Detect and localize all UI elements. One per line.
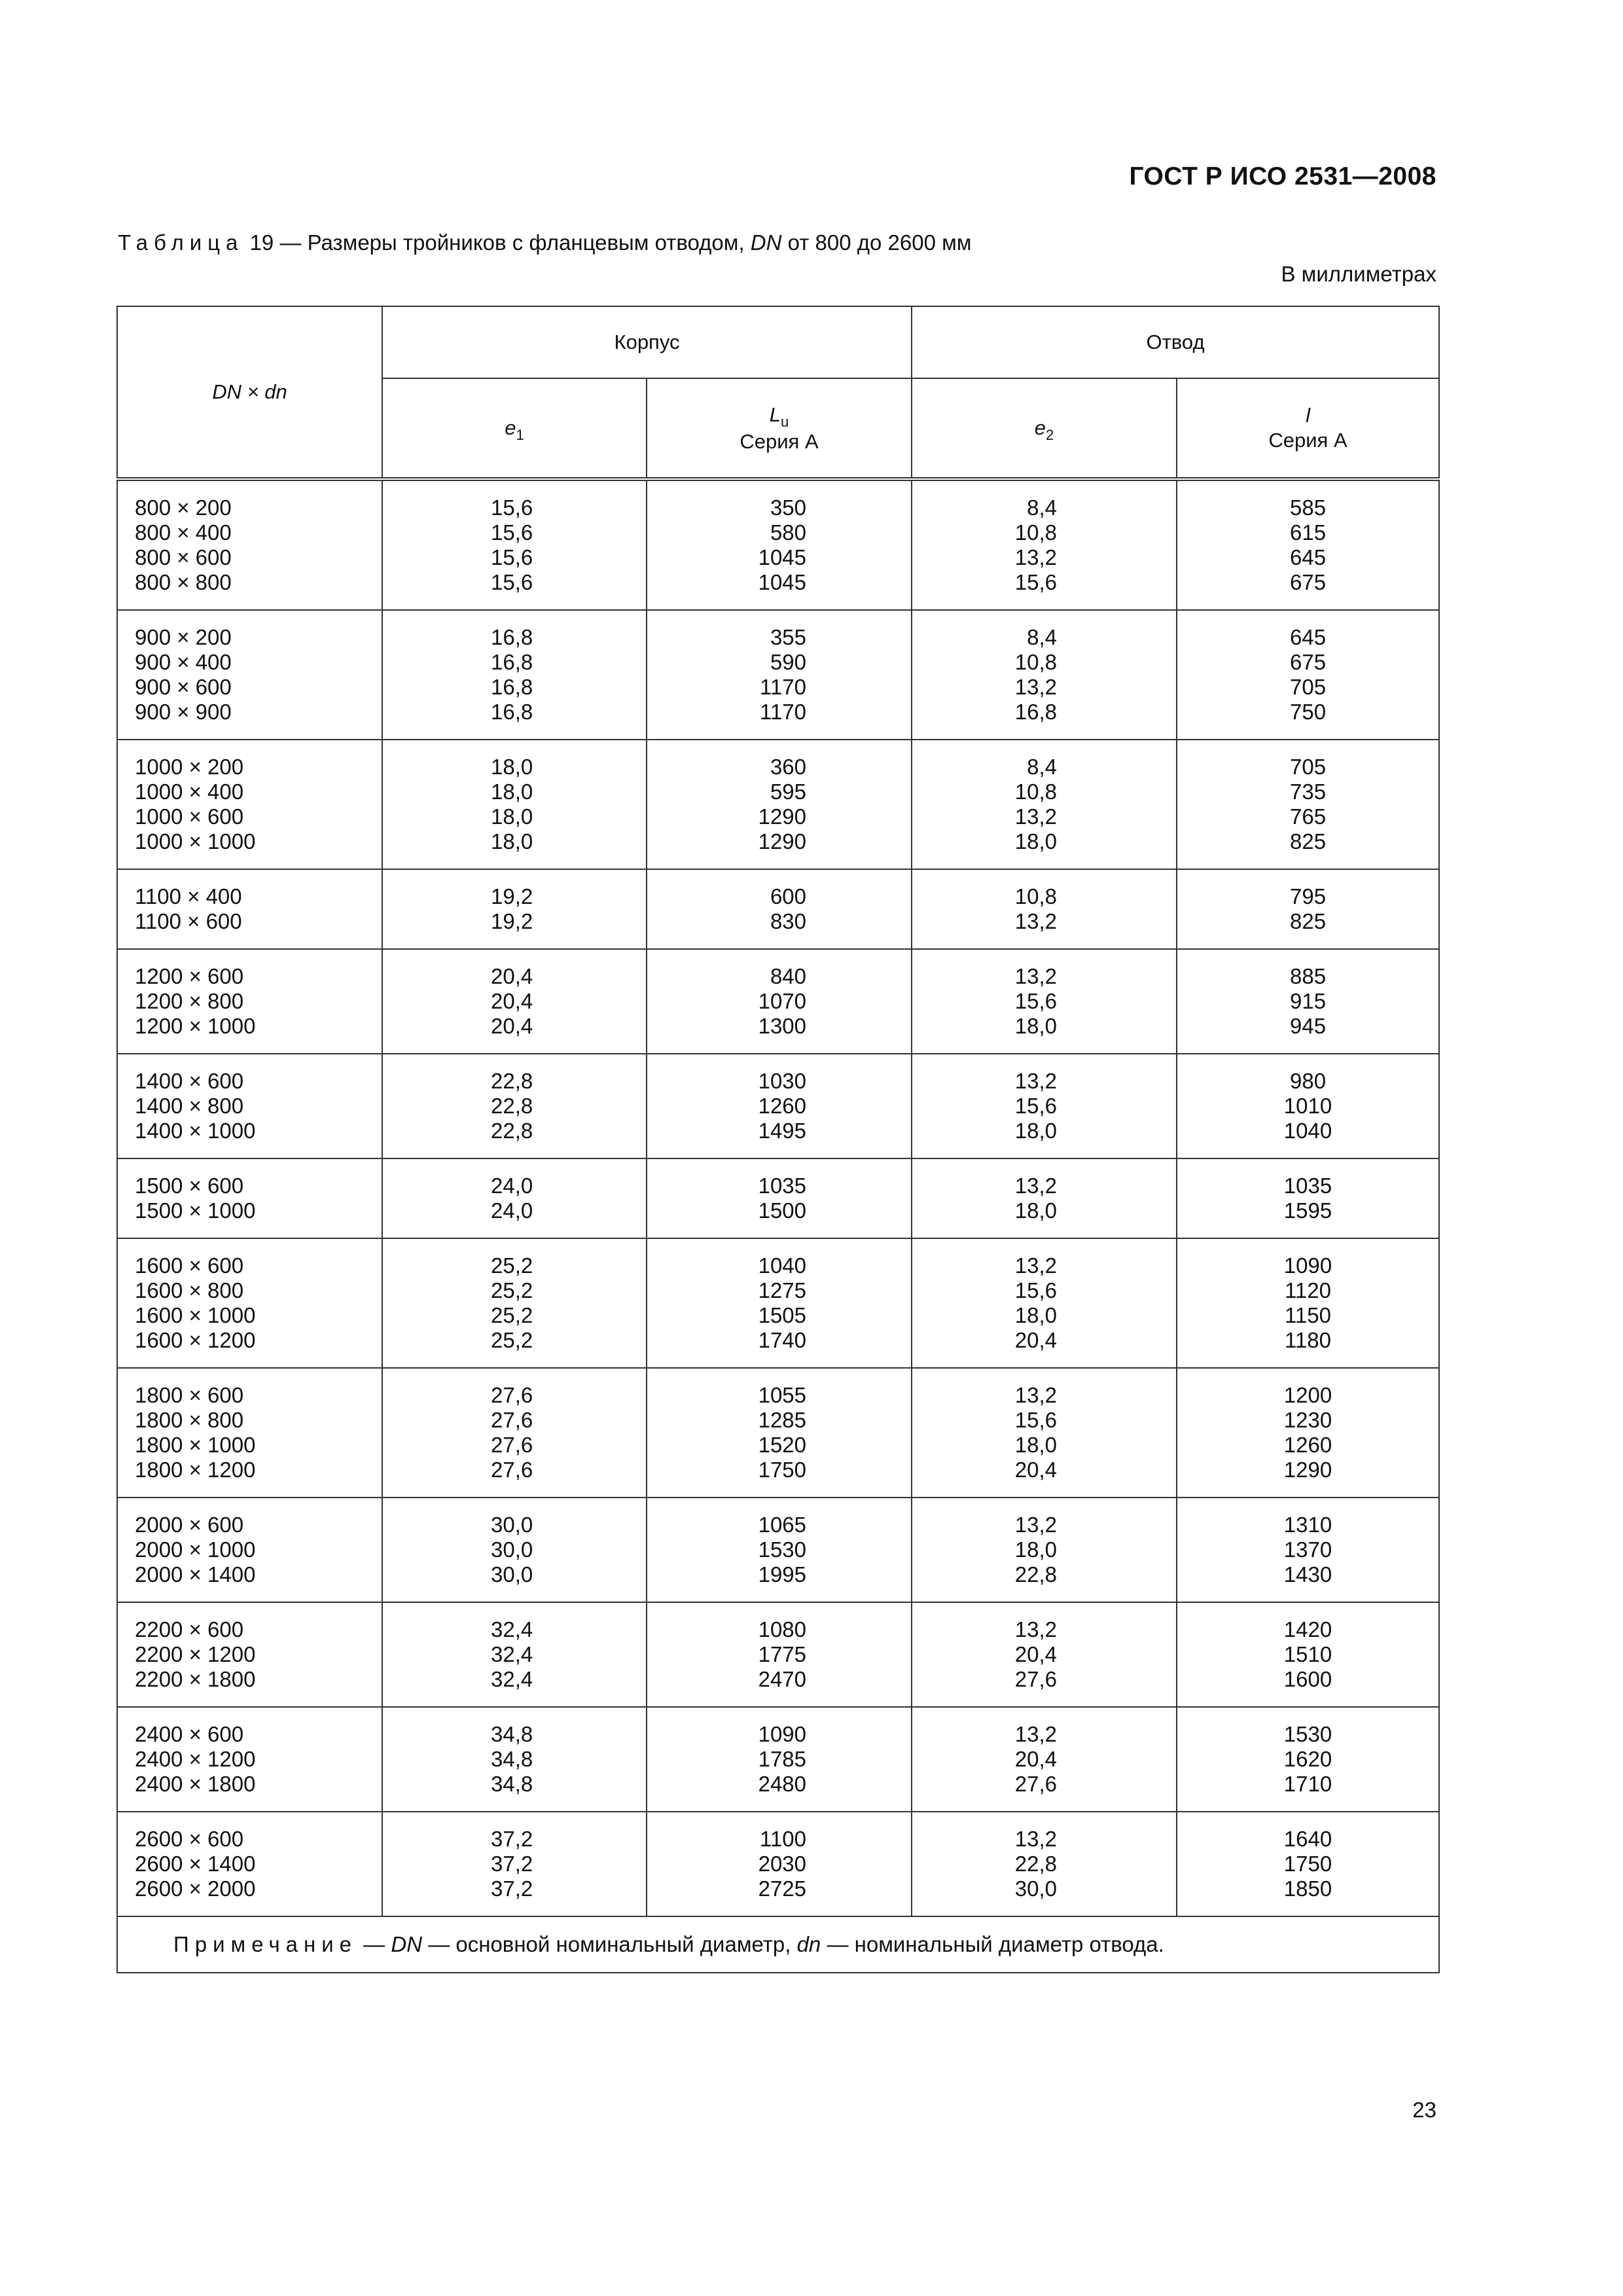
cell-l: 705: [1177, 740, 1439, 780]
table-row: [117, 1158, 1439, 1198]
cell-l: 1595: [1177, 1198, 1439, 1238]
cell-dn: 2000 × 1000: [117, 1537, 382, 1562]
table-caption: [118, 230, 972, 255]
cell-e2: 13,2: [912, 804, 1177, 829]
cell-l: 1530: [1177, 1707, 1439, 1747]
col-header-lu: $L_u$ Серия А: [647, 378, 912, 479]
cell-e2: 15,6: [912, 1094, 1177, 1119]
cell-dn: 2200 × 1800: [117, 1667, 382, 1707]
cell-l: 615: [1177, 520, 1439, 545]
table-row-group: [117, 1707, 1439, 1812]
cell-l: 645: [1177, 610, 1439, 650]
cell-e2: 15,6: [912, 570, 1177, 610]
cell-l: 1180: [1177, 1328, 1439, 1368]
cell-e2: 18,0: [912, 1198, 1177, 1238]
cell-l: 1750: [1177, 1852, 1439, 1876]
cell-lu: 840: [647, 949, 912, 989]
cell-lu: 1260: [647, 1094, 912, 1119]
cell-e1: 19,2: [382, 869, 647, 909]
table-row: [117, 804, 1439, 829]
cell-lu: 1750: [647, 1458, 912, 1498]
cell-e1: 32,4: [382, 1602, 647, 1642]
cell-e2: 15,6: [912, 1408, 1177, 1433]
table-row-group: [117, 1238, 1439, 1368]
cell-e1: 20,4: [382, 989, 647, 1014]
table-row: [117, 1707, 1439, 1747]
cell-lu: 595: [647, 780, 912, 804]
table-row: [117, 520, 1439, 545]
table-row: [117, 989, 1439, 1014]
cell-e1: 27,6: [382, 1408, 647, 1433]
table-row: [117, 479, 1439, 520]
cell-lu: 1530: [647, 1537, 912, 1562]
cell-e2: 8,4: [912, 479, 1177, 520]
table-row: [117, 650, 1439, 675]
table-note: Примечание — DN — основной номинальный диаметр, dn — номинальный диаметр отвода.: [117, 1916, 1439, 1973]
cell-l: 1150: [1177, 1303, 1439, 1328]
cell-l: 765: [1177, 804, 1439, 829]
cell-dn: 900 × 600: [117, 675, 382, 700]
cell-lu: 1065: [647, 1498, 912, 1537]
table-row: [117, 700, 1439, 740]
cell-dn: 1000 × 400: [117, 780, 382, 804]
cell-dn: 2000 × 600: [117, 1498, 382, 1537]
cell-lu: 1045: [647, 570, 912, 610]
cell-l: 1010: [1177, 1094, 1439, 1119]
table-row-group: [117, 1812, 1439, 1916]
cell-e1: 34,8: [382, 1772, 647, 1812]
col-header-l: l Серия А: [1177, 378, 1439, 479]
cell-e2: 27,6: [912, 1772, 1177, 1812]
cell-e1: 25,2: [382, 1303, 647, 1328]
cell-l: 980: [1177, 1054, 1439, 1094]
cell-dn: 1800 × 800: [117, 1408, 382, 1433]
cell-e2: 13,2: [912, 1238, 1177, 1278]
cell-e2: 8,4: [912, 740, 1177, 780]
cell-e2: 18,0: [912, 829, 1177, 869]
cell-e2: 27,6: [912, 1667, 1177, 1707]
cell-e1: 37,2: [382, 1812, 647, 1852]
table-row: [117, 1054, 1439, 1094]
cell-dn: 900 × 900: [117, 700, 382, 740]
cell-l: 885: [1177, 949, 1439, 989]
cell-dn: 2600 × 2000: [117, 1876, 382, 1916]
table-row: [117, 1278, 1439, 1303]
table-row: [117, 1537, 1439, 1562]
cell-e2: 18,0: [912, 1014, 1177, 1054]
cell-lu: 1505: [647, 1303, 912, 1328]
caption-text-after: от 800 до 2600 мм: [781, 230, 972, 255]
cell-dn: 1100 × 600: [117, 909, 382, 949]
cell-e1: 16,8: [382, 610, 647, 650]
cell-e1: 15,6: [382, 520, 647, 545]
table-row: [117, 1772, 1439, 1812]
cell-e2: 20,4: [912, 1328, 1177, 1368]
cell-l: 945: [1177, 1014, 1439, 1054]
cell-e1: 30,0: [382, 1498, 647, 1537]
cell-e2: 18,0: [912, 1537, 1177, 1562]
cell-lu: 355: [647, 610, 912, 650]
cell-e2: 13,2: [912, 545, 1177, 570]
cell-dn: 1000 × 1000: [117, 829, 382, 869]
cell-l: 1090: [1177, 1238, 1439, 1278]
cell-e1: 16,8: [382, 650, 647, 675]
cell-e2: 22,8: [912, 1562, 1177, 1602]
table-row-group: [117, 869, 1439, 949]
caption-number: 19: [249, 230, 274, 255]
cell-e2: 13,2: [912, 1368, 1177, 1408]
cell-l: 1310: [1177, 1498, 1439, 1537]
cell-lu: 1500: [647, 1198, 912, 1238]
cell-dn: 2200 × 600: [117, 1602, 382, 1642]
cell-lu: 1090: [647, 1707, 912, 1747]
cell-dn: 2400 × 1200: [117, 1747, 382, 1772]
cell-lu: 1775: [647, 1642, 912, 1667]
cell-lu: 1170: [647, 675, 912, 700]
table-row-group: [117, 1158, 1439, 1238]
cell-e2: 13,2: [912, 1158, 1177, 1198]
cell-e2: 10,8: [912, 780, 1177, 804]
cell-e2: 13,2: [912, 1812, 1177, 1852]
table-row: [117, 1812, 1439, 1852]
cell-l: 1420: [1177, 1602, 1439, 1642]
table-row: [117, 1667, 1439, 1707]
cell-e1: 16,8: [382, 700, 647, 740]
cell-dn: 2400 × 600: [117, 1707, 382, 1747]
cell-e2: 8,4: [912, 610, 1177, 650]
table-row-group: [117, 610, 1439, 740]
group-header-body: Корпус: [382, 306, 912, 378]
cell-lu: 1275: [647, 1278, 912, 1303]
cell-e1: 15,6: [382, 545, 647, 570]
cell-lu: 2470: [647, 1667, 912, 1707]
cell-e2: 10,8: [912, 650, 1177, 675]
table-row-group: [117, 1498, 1439, 1602]
cell-dn: 1800 × 1000: [117, 1433, 382, 1458]
cell-e1: 22,8: [382, 1119, 647, 1158]
cell-dn: 1600 × 1000: [117, 1303, 382, 1328]
cell-e1: 18,0: [382, 740, 647, 780]
cell-e1: 37,2: [382, 1876, 647, 1916]
cell-l: 645: [1177, 545, 1439, 570]
cell-lu: 350: [647, 479, 912, 520]
cell-dn: 800 × 400: [117, 520, 382, 545]
table-row: [117, 1014, 1439, 1054]
cell-e1: 34,8: [382, 1707, 647, 1747]
cell-l: 915: [1177, 989, 1439, 1014]
units-note: В миллиметрах: [1281, 262, 1436, 286]
cell-dn: 2400 × 1800: [117, 1772, 382, 1812]
cell-l: 735: [1177, 780, 1439, 804]
cell-dn: 800 × 800: [117, 570, 382, 610]
cell-lu: 2725: [647, 1876, 912, 1916]
table-row: [117, 1498, 1439, 1537]
cell-l: 1230: [1177, 1408, 1439, 1433]
table-row: [117, 1238, 1439, 1278]
cell-l: 1260: [1177, 1433, 1439, 1458]
cell-lu: 830: [647, 909, 912, 949]
cell-lu: 590: [647, 650, 912, 675]
table-row: [117, 610, 1439, 650]
table-row-group: [117, 740, 1439, 869]
table-row-group: [117, 1602, 1439, 1707]
cell-e2: 10,8: [912, 520, 1177, 545]
cell-l: 1620: [1177, 1747, 1439, 1772]
cell-e1: 18,0: [382, 804, 647, 829]
cell-lu: 580: [647, 520, 912, 545]
table-row: [117, 1119, 1439, 1158]
cell-l: 1035: [1177, 1158, 1439, 1198]
cell-l: 1600: [1177, 1667, 1439, 1707]
table-row: [117, 570, 1439, 610]
cell-dn: 1400 × 800: [117, 1094, 382, 1119]
cell-dn: 1400 × 600: [117, 1054, 382, 1094]
cell-lu: 1300: [647, 1014, 912, 1054]
cell-l: 675: [1177, 650, 1439, 675]
cell-e2: 16,8: [912, 700, 1177, 740]
cell-e1: 30,0: [382, 1537, 647, 1562]
cell-l: 585: [1177, 479, 1439, 520]
cell-dn: 1000 × 200: [117, 740, 382, 780]
cell-e1: 22,8: [382, 1054, 647, 1094]
table-row: [117, 909, 1439, 949]
cell-e1: 27,6: [382, 1458, 647, 1498]
cell-e2: 30,0: [912, 1876, 1177, 1916]
table-row: [117, 1094, 1439, 1119]
cell-l: 1640: [1177, 1812, 1439, 1852]
cell-l: 825: [1177, 829, 1439, 869]
cell-dn: 1400 × 1000: [117, 1119, 382, 1158]
cell-lu: 1070: [647, 989, 912, 1014]
cell-l: 1290: [1177, 1458, 1439, 1498]
col-header-e2: $e_2$: [912, 378, 1177, 479]
cell-lu: 1170: [647, 700, 912, 740]
cell-e2: 20,4: [912, 1747, 1177, 1772]
cell-dn: 1600 × 600: [117, 1238, 382, 1278]
cell-l: 795: [1177, 869, 1439, 909]
cell-e1: 27,6: [382, 1433, 647, 1458]
table-row: [117, 829, 1439, 869]
table-row: [117, 1458, 1439, 1498]
cell-lu: 1740: [647, 1328, 912, 1368]
table-row: [117, 949, 1439, 989]
page-number: 23: [1412, 2098, 1436, 2122]
cell-dn: 1800 × 600: [117, 1368, 382, 1408]
caption-dn: DN: [750, 230, 782, 255]
cell-dn: 1800 × 1200: [117, 1458, 382, 1498]
table-row: [117, 869, 1439, 909]
cell-e2: 18,0: [912, 1303, 1177, 1328]
cell-l: 1430: [1177, 1562, 1439, 1602]
cell-dn: 800 × 600: [117, 545, 382, 570]
cell-e1: 15,6: [382, 479, 647, 520]
cell-e2: 13,2: [912, 1498, 1177, 1537]
table-row: [117, 1562, 1439, 1602]
cell-dn: 1200 × 800: [117, 989, 382, 1014]
cell-lu: 1520: [647, 1433, 912, 1458]
cell-e1: 19,2: [382, 909, 647, 949]
cell-dn: 800 × 200: [117, 479, 382, 520]
table-row: [117, 1852, 1439, 1876]
table-row: [117, 1198, 1439, 1238]
cell-e1: 24,0: [382, 1158, 647, 1198]
cell-lu: 1785: [647, 1747, 912, 1772]
cell-dn: 1200 × 1000: [117, 1014, 382, 1054]
cell-dn: 1000 × 600: [117, 804, 382, 829]
table-row: [117, 1408, 1439, 1433]
table-row: [117, 1368, 1439, 1408]
cell-e1: 25,2: [382, 1238, 647, 1278]
cell-e2: 13,2: [912, 1054, 1177, 1094]
cell-lu: 1055: [647, 1368, 912, 1408]
table-row: [117, 780, 1439, 804]
cell-dn: 1500 × 1000: [117, 1198, 382, 1238]
cell-l: 675: [1177, 570, 1439, 610]
cell-lu: 1040: [647, 1238, 912, 1278]
cell-e1: 34,8: [382, 1747, 647, 1772]
cell-lu: 1035: [647, 1158, 912, 1198]
cell-l: 1370: [1177, 1537, 1439, 1562]
cell-lu: 600: [647, 869, 912, 909]
cell-e1: 16,8: [382, 675, 647, 700]
cell-l: 1510: [1177, 1642, 1439, 1667]
table-row: [117, 1303, 1439, 1328]
cell-e1: 27,6: [382, 1368, 647, 1408]
table-row: [117, 1876, 1439, 1916]
table-row-group: [117, 1368, 1439, 1498]
cell-lu: 360: [647, 740, 912, 780]
cell-dn: 2000 × 1400: [117, 1562, 382, 1602]
cell-e2: 13,2: [912, 949, 1177, 989]
cell-e1: 25,2: [382, 1278, 647, 1303]
cell-lu: 2030: [647, 1852, 912, 1876]
cell-e2: 20,4: [912, 1642, 1177, 1667]
cell-e2: 13,2: [912, 675, 1177, 700]
cell-e2: 15,6: [912, 1278, 1177, 1303]
cell-e2: 13,2: [912, 1707, 1177, 1747]
table-row-group: [117, 479, 1439, 610]
cell-lu: 1100: [647, 1812, 912, 1852]
cell-e1: 37,2: [382, 1852, 647, 1876]
table-row: [117, 545, 1439, 570]
cell-l: 1850: [1177, 1876, 1439, 1916]
table-row: [117, 1747, 1439, 1772]
cell-dn: 1500 × 600: [117, 1158, 382, 1198]
col-header-dn: DN × dn: [117, 306, 382, 479]
table-row: [117, 675, 1439, 700]
group-header-branch: Отвод: [912, 306, 1439, 378]
table-row: [117, 1433, 1439, 1458]
cell-l: 1710: [1177, 1772, 1439, 1812]
cell-dn: 2600 × 1400: [117, 1852, 382, 1876]
cell-dn: 1200 × 600: [117, 949, 382, 989]
cell-e1: 18,0: [382, 829, 647, 869]
cell-l: 1120: [1177, 1278, 1439, 1303]
cell-e1: 24,0: [382, 1198, 647, 1238]
cell-e2: 18,0: [912, 1119, 1177, 1158]
table-row-group: [117, 949, 1439, 1054]
cell-e2: 15,6: [912, 989, 1177, 1014]
cell-lu: 1080: [647, 1602, 912, 1642]
cell-lu: 2480: [647, 1772, 912, 1812]
caption-label: Таблица: [118, 230, 244, 255]
cell-l: 705: [1177, 675, 1439, 700]
caption-text-before: — Размеры тройников с фланцевым отводом,: [274, 230, 751, 255]
cell-e2: 20,4: [912, 1458, 1177, 1498]
cell-e1: 20,4: [382, 1014, 647, 1054]
cell-lu: 1495: [647, 1119, 912, 1158]
table-row: [117, 1642, 1439, 1667]
cell-dn: 1600 × 800: [117, 1278, 382, 1303]
cell-lu: 1290: [647, 804, 912, 829]
cell-dn: 1100 × 400: [117, 869, 382, 909]
cell-e1: 20,4: [382, 949, 647, 989]
cell-dn: 900 × 200: [117, 610, 382, 650]
cell-e2: 13,2: [912, 1602, 1177, 1642]
cell-e1: 22,8: [382, 1094, 647, 1119]
cell-e2: 22,8: [912, 1852, 1177, 1876]
cell-lu: 1995: [647, 1562, 912, 1602]
cell-dn: 2600 × 600: [117, 1812, 382, 1852]
cell-l: 1200: [1177, 1368, 1439, 1408]
cell-l: 825: [1177, 909, 1439, 949]
cell-lu: 1030: [647, 1054, 912, 1094]
table-row: [117, 1328, 1439, 1368]
cell-e1: 32,4: [382, 1642, 647, 1667]
cell-l: 1040: [1177, 1119, 1439, 1158]
cell-e1: 25,2: [382, 1328, 647, 1368]
cell-l: 750: [1177, 700, 1439, 740]
col-header-e1: $e_1$: [382, 378, 647, 479]
cell-e2: 10,8: [912, 869, 1177, 909]
cell-dn: 1600 × 1200: [117, 1328, 382, 1368]
table-row: [117, 1602, 1439, 1642]
cell-lu: 1290: [647, 829, 912, 869]
cell-e2: 13,2: [912, 909, 1177, 949]
table-row-group: [117, 1054, 1439, 1158]
standard-number: ГОСТ Р ИСО 2531—2008: [1129, 162, 1436, 190]
cell-e2: 18,0: [912, 1433, 1177, 1458]
cell-dn: 2200 × 1200: [117, 1642, 382, 1667]
cell-e1: 18,0: [382, 780, 647, 804]
table-row: [117, 740, 1439, 780]
cell-e1: 30,0: [382, 1562, 647, 1602]
cell-lu: 1045: [647, 545, 912, 570]
cell-lu: 1285: [647, 1408, 912, 1433]
cell-dn: 900 × 400: [117, 650, 382, 675]
cell-e1: 32,4: [382, 1667, 647, 1707]
cell-e1: 15,6: [382, 570, 647, 610]
dimensions-table: [116, 306, 1440, 1973]
